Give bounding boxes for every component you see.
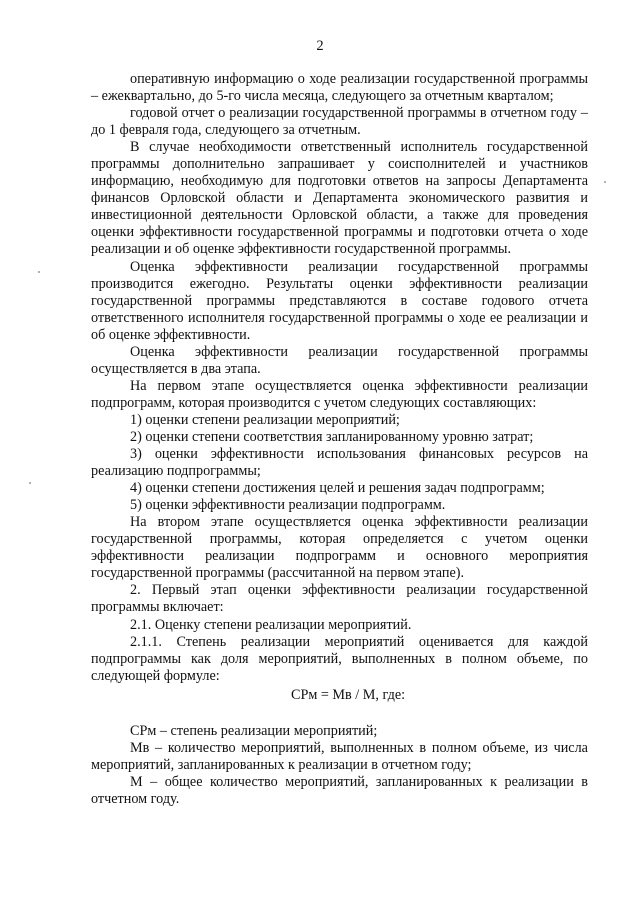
page-number: 2 — [316, 38, 324, 54]
definition: СРм – степень реализации мероприятий; — [130, 722, 378, 739]
paragraph: 2.1.1. Степень реализации мероприятий оценивается для каждой подпрограммы как доля мероприятий, выполненных в полном объеме, по следующей формуле: — [91, 633, 588, 684]
definition: М – общее количество мероприятий, запланированных к реализации в отчетном году. — [91, 773, 588, 807]
paragraph: Оценка эффективности реализации государственной программы производится ежегодно. Результаты оценки эффективности реализации государственной программы представляются в составе годового отчета ответственного исполнителя государственной программы о ходе ее реализации и об оценке эффективности. — [91, 258, 588, 343]
formula-spacer — [91, 704, 588, 723]
list-item: 5) оценки эффективности реализации подпрограмм. — [130, 497, 446, 514]
definition: Мв – количество мероприятий, выполненных в полном объеме, из числа мероприятий, запланированных к реализации в отчетном году; — [91, 739, 588, 773]
paragraph: оперативную информацию о ходе реализации государственной программы – ежеквартально, до 5-го числа месяца, следующего за отчетным кварталом; — [91, 71, 588, 105]
paragraph: В случае необходимости ответственный исполнитель государственной программы дополнительно запрашивает у соисполнителей и участников информацию, необходимую для подготовки ответов на запросы Департамента финансов Орловской области и Департамента экономического развития и инвестиционной деятельности Орловской области, а также для проведения оценки эффективности государственной программы и подготовки отчета о ходе реализации и об оценке эффективности государственной программы. — [91, 139, 588, 258]
list-item: 2) оценки степени соответствия запланированному уровню затрат; — [130, 428, 534, 445]
formula: СРм = Мв / М, где: — [291, 686, 406, 703]
paragraph: годовой отчет о реализации государственной программы в отчетном году – до 1 февраля года, следующего за отчетным. — [91, 105, 588, 139]
scan-speck — [604, 181, 606, 183]
list-item: 4) оценки степени достижения целей и решения задач подпрограмм; — [130, 480, 545, 497]
subsection-heading: 2.1. Оценку степени реализации мероприятий. — [130, 616, 412, 633]
paragraph: Оценка эффективности реализации государственной программы осуществляется в два этапа. — [91, 343, 588, 377]
section-heading: 2. Первый этап оценки эффективности реализации государственной программы включает: — [91, 582, 588, 616]
scan-speck — [29, 482, 31, 484]
list-item: 1) оценки степени реализации мероприятий; — [130, 411, 400, 428]
paragraph: На первом этапе осуществляется оценка эффективности реализации подпрограмм, которая производится с учетом следующих составляющих: — [91, 377, 588, 411]
body-text — [91, 71, 588, 808]
paragraph: На втором этапе осуществляется оценка эффективности реализации государственной программы, которая определяется с учетом оценки эффективности реализации подпрограмм и основного мероприятия государственной программы (рассчитанной на первом этапе). — [91, 514, 588, 582]
scan-speck — [38, 271, 40, 273]
list-item: 3) оценки эффективности использования финансовых ресурсов на реализацию подпрограммы; — [91, 446, 588, 480]
